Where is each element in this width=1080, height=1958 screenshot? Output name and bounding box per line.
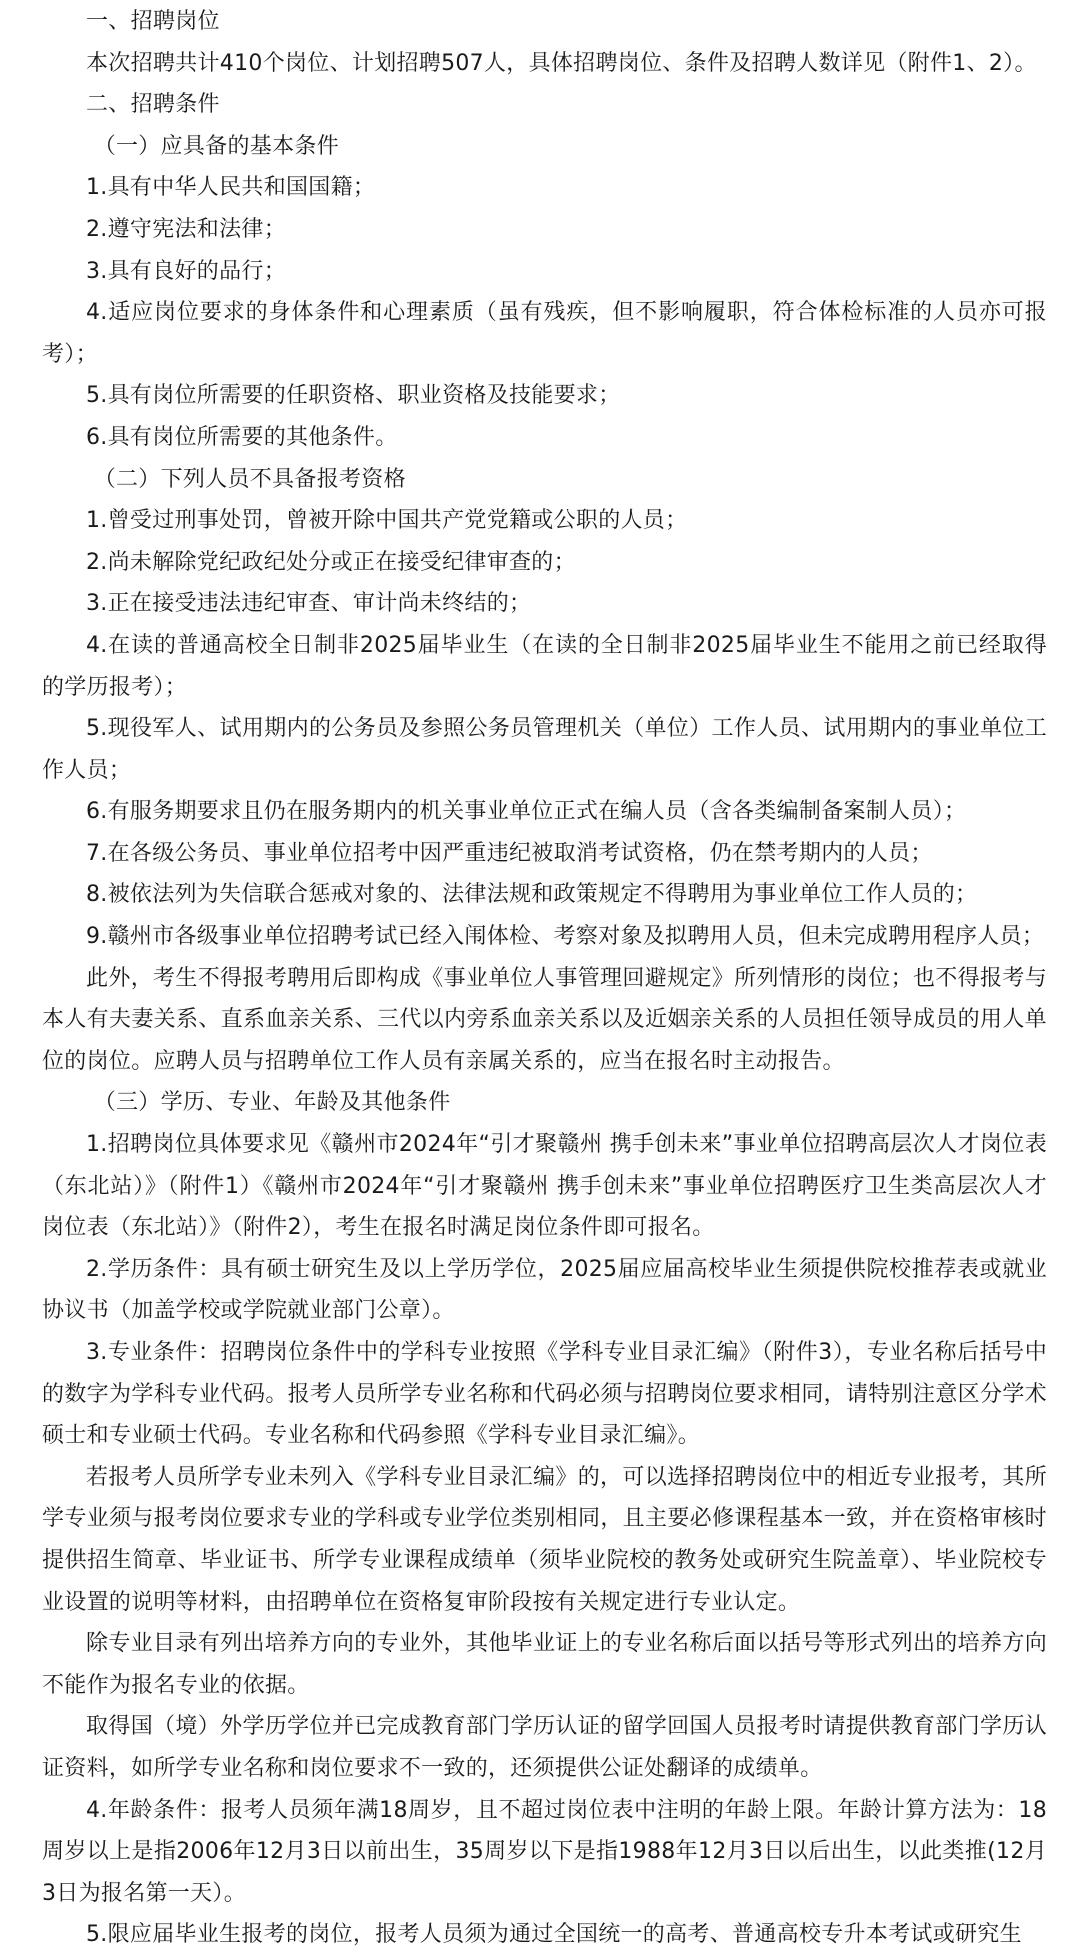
list-item-ineligible-2: 2.尚未解除党纪政纪处分或正在接受纪律审查的； [86, 549, 576, 575]
subheading-education-major-age: （三）学历、专业、年龄及其他条件 [93, 1090, 451, 1116]
section-heading-conditions: 二、招聘条件 [86, 92, 220, 118]
list-item-basic-6: 6.具有岗位所需要的其他条件。 [86, 424, 398, 450]
paragraph-training-direction: 除专业目录有列出培养方向的专业外，其他毕业证上的专业名称后面以括号等形式列出的培养方向不能作为报名专业的依据。 [42, 1631, 1047, 1698]
paragraph-similar-major: 若报考人员所学专业未列入《学科专业目录汇编》的，可以选择招聘岗位中的相近专业报考，其所学专业须与报考岗位要求专业的学科或专业学位类别相同，且主要必修课程基本一致，并在资格审核时提供招生简章、毕业证书、所学专业课程成绩单（须毕业院校的教务处或研究生院盖章）、毕业院校专业设置的说明等材料，由招聘单位在资格复审阶段按有关规定进行专业认定。 [42, 1464, 1047, 1615]
document-body [42, 0, 1047, 1956]
paragraph-position-count: 本次招聘共计410个岗位、计划招聘507人，具体招聘岗位、条件及招聘人数详见（附件1、2）。 [86, 50, 1037, 76]
list-item-ineligible-1: 1.曾受过刑事处罚，曾被开除中国共产党党籍或公职的人员； [86, 508, 688, 534]
list-item-ineligible-6: 6.有服务期要求且仍在服务期内的机关事业单位正式在编人员（含各类编制备案制人员）； [86, 799, 967, 825]
section-heading-positions: 一、招聘岗位 [86, 9, 220, 34]
list-item-basic-5: 5.具有岗位所需要的任职资格、职业资格及技能要求； [86, 383, 621, 409]
list-item-ineligible-3: 3.正在接受违法违纪审查、审计尚未终结的； [86, 591, 532, 617]
paragraph-overseas-degree: 取得国（境）外学历学位并已完成教育部门学历认证的留学回国人员报考时请提供教育部门学历认证资料，如所学专业名称和岗位要求不一致的，还须提供公证处翻译的成绩单。 [42, 1714, 1047, 1781]
list-item-basic-1: 1.具有中华人民共和国国籍； [86, 175, 376, 201]
list-item-ineligible-5: 5.现役军人、试用期内的公务员及参照公务员管理机关（单位）工作人员、试用期内的事业单位工作人员； [42, 716, 1047, 783]
list-item-ineligible-9: 9.赣州市各级事业单位招聘考试已经入闱体检、考察对象及拟聘用人员，但未完成聘用程序人员； [86, 924, 1045, 950]
list-item-basic-4: 4.适应岗位要求的身体条件和心理素质（虽有残疾，但不影响履职，符合体检标准的人员亦可报考）； [42, 300, 1047, 367]
list-item-ineligible-4: 4.在读的普通高校全日制非2025届毕业生（在读的全日制非2025届毕业生不能用之前已经取得的学历报考）； [42, 632, 1047, 700]
list-item-education-2: 2.学历条件：具有硕士研究生及以上学历学位，2025届应届高校毕业生须提供院校推荐表或就业协议书（加盖学校或学院就业部门公章）。 [42, 1256, 1047, 1324]
list-item-education-5: 5.限应届毕业生报考的岗位，报考人员须为通过全国统一的高考、普通高校专升本考试或研究生 [86, 1922, 1022, 1948]
subheading-basic-conditions: （一）应具备的基本条件 [93, 133, 339, 159]
list-item-basic-3: 3.具有良好的品行； [86, 258, 286, 284]
list-item-education-4: 4.年龄条件：报考人员须年满18周岁，且不超过岗位表中注明的年龄上限。年龄计算方法为：18周岁以上是指2006年12月3日以前出生，35周岁以下是指1988年12月3日以后出生，以此类推(12月3日为报名第一天）。 [42, 1797, 1047, 1906]
list-item-ineligible-8: 8.被依法列为失信联合惩戒对象的、法律法规和政策规定不得聘用为事业单位工作人员的； [86, 882, 978, 908]
list-item-education-3: 3.专业条件：招聘岗位条件中的学科专业按照《学科专业目录汇编》（附件3），专业名称后括号中的数字为学科专业代码。报考人员所学专业名称和代码必须与招聘岗位要求相同，请特别注意区分学术硕士和专业硕士代码。专业名称和代码参照《学科专业目录汇编》。 [42, 1340, 1047, 1449]
list-item-education-1: 1.招聘岗位具体要求见《赣州市2024年“引才聚赣州 携手创未来”事业单位招聘高层次人才岗位表（东北站）》（附件1）《赣州市2024年“引才聚赣州 携手创未来”事业单位招聘医疗卫生类高层次人才岗位表（东北站）》（附件2），考生在报名时满足岗位条件即可报名。 [42, 1132, 1047, 1241]
subheading-ineligible: （二）下列人员不具备报考资格 [93, 466, 406, 492]
list-item-ineligible-7: 7.在各级公务员、事业单位招考中因严重违纪被取消考试资格，仍在禁考期内的人员； [86, 840, 933, 866]
list-item-basic-2: 2.遵守宪法和法律； [86, 216, 286, 242]
paragraph-avoidance-rules: 此外，考生不得报考聘用后即构成《事业单位人事管理回避规定》所列情形的岗位；也不得报考与本人有夫妻关系、直系血亲关系、三代以内旁系血亲关系以及近姻亲关系的人员担任领导成员的用人单位的岗位。应聘人员与招聘单位工作人员有亲属关系的，应当在报名时主动报告。 [42, 965, 1047, 1074]
